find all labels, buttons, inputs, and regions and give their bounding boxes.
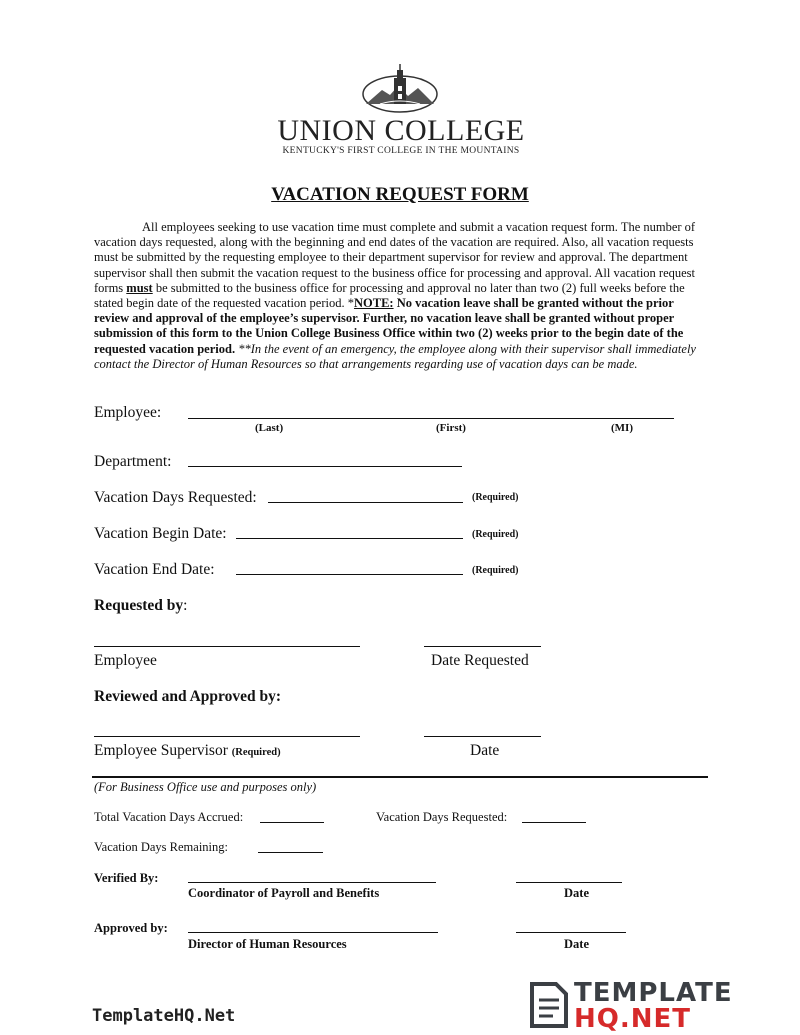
end-date-field[interactable]	[236, 574, 463, 575]
date-requested-field[interactable]	[424, 646, 541, 647]
approved-date-field[interactable]	[516, 932, 626, 933]
days-requested-field[interactable]	[268, 502, 463, 503]
verified-by-signature-field[interactable]	[188, 882, 436, 883]
brand-logo-bottom: HQ.NET	[574, 1004, 691, 1034]
footer-watermark-text: TemplateHQ.Net	[92, 1006, 236, 1026]
note-label: NOTE:	[353, 296, 394, 311]
approved-date-label: Date	[564, 937, 589, 951]
supervisor-signature-field[interactable]	[94, 736, 360, 737]
employee-name-field[interactable]	[188, 418, 674, 419]
verified-date-label: Date	[564, 886, 589, 900]
begin-date-label: Vacation Begin Date:	[94, 525, 227, 542]
intro-must: must	[126, 280, 153, 295]
intro-text-2: be submitted to the business office for processing and approval no later than two (2) full weeks before the stated begin date of the requested vacation period. *	[94, 280, 685, 311]
intro-text-1: All employees seeking to use vacation time must complete and submit a vacation request form. The number of vacation days requested, along with the beginning and end dates of the vacation are required. Also, all vacation requests must be submitted by the requesting employee to their department supervisor for review and approval. The department supervisor shall then submit the vacation request to the business office for processing and approval. All vacation request forms	[94, 220, 696, 295]
college-name: UNION COLLEGE	[277, 114, 525, 147]
verified-by-label: Verified By:	[94, 871, 159, 885]
approved-by-signature-field[interactable]	[188, 932, 438, 933]
date-requested-label: Date Requested	[431, 652, 529, 669]
form-title: VACATION REQUEST FORM	[271, 184, 529, 205]
days-remaining-label: Vacation Days Remaining:	[94, 840, 228, 854]
department-label: Department:	[94, 453, 172, 470]
required-note-2: (Required)	[472, 529, 519, 540]
end-date-label: Vacation End Date:	[94, 561, 215, 578]
total-accrued-label: Total Vacation Days Accrued:	[94, 810, 244, 824]
supervisor-date-field[interactable]	[424, 736, 541, 737]
required-note-1: (Required)	[472, 492, 519, 503]
days-remaining-field[interactable]	[258, 852, 323, 853]
office-days-requested-field[interactable]	[522, 822, 586, 823]
employee-signature-field[interactable]	[94, 646, 360, 647]
brand-logo-top: TEMPLATE	[574, 978, 733, 1008]
middle-initial-label: (MI)	[611, 422, 633, 434]
document-icon	[528, 980, 570, 1035]
supervisor-date-label: Date	[470, 742, 500, 759]
first-name-label: (First)	[436, 422, 466, 434]
last-name-label: (Last)	[255, 422, 284, 434]
supervisor-label: Employee Supervisor (Required)	[94, 742, 281, 759]
requested-by-heading: Requested by:	[94, 597, 188, 614]
approved-by-label: Approved by:	[94, 921, 168, 935]
business-office-divider	[92, 776, 708, 778]
business-office-note: (For Business Office use and purposes only)	[94, 780, 317, 794]
coordinator-label: Coordinator of Payroll and Benefits	[188, 886, 380, 900]
total-accrued-field[interactable]	[260, 822, 324, 823]
verified-date-field[interactable]	[516, 882, 622, 883]
note-text: No vacation leave shall be granted without the prior review and approval of the employee’s supervisor. Further, no vacation leave shall be granted without proper submission of this form to the Union College Business Office within two (2) weeks prior to the begin date of the requested vacation period.	[94, 296, 684, 356]
office-days-requested-label: Vacation Days Requested:	[376, 810, 508, 824]
college-seal-logo	[360, 64, 440, 119]
required-note-3: (Required)	[472, 565, 519, 576]
reviewed-approved-heading: Reviewed and Approved by:	[94, 688, 282, 705]
employee-signature-label: Employee	[94, 652, 157, 669]
director-label: Director of Human Resources	[188, 937, 347, 951]
intro-paragraph	[94, 220, 710, 372]
employee-label: Employee:	[94, 404, 162, 421]
department-field[interactable]	[188, 466, 462, 467]
college-tagline: KENTUCKY'S FIRST COLLEGE IN THE MOUNTAINS	[282, 146, 520, 156]
emergency-text: **In the event of an emergency, the employee along with their supervisor shall immediately contact the Director of Human Resources so that arrangements regarding use of vacation days can be made.	[94, 341, 696, 371]
days-requested-label: Vacation Days Requested:	[94, 489, 257, 506]
begin-date-field[interactable]	[236, 538, 463, 539]
